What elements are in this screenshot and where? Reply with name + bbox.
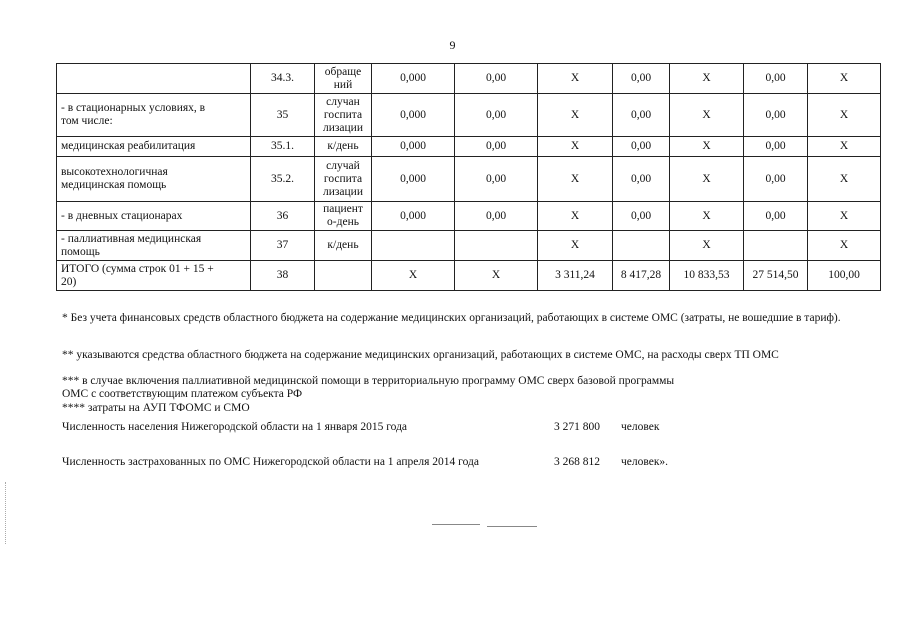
cell: X (538, 157, 613, 202)
row-number: 36 (251, 202, 315, 231)
row-unit: случай госпита лизации (315, 157, 372, 202)
cell: 0,000 (372, 64, 455, 94)
cell: 0,00 (613, 64, 670, 94)
cell: 0,000 (372, 94, 455, 137)
cell: X (808, 202, 881, 231)
cell: 0,000 (372, 202, 455, 231)
cell: 0,00 (744, 64, 808, 94)
cell: 0,00 (613, 94, 670, 137)
table-row (57, 64, 881, 94)
cell: 100,00 (808, 261, 881, 291)
cell: X (538, 231, 613, 261)
cell: 0,000 (372, 157, 455, 202)
row-unit: к/день (315, 231, 372, 261)
population-value: 3 271 800 (554, 421, 600, 433)
cell: 0,00 (455, 137, 538, 157)
cell: 0,00 (455, 202, 538, 231)
cell: X (670, 231, 744, 261)
footnote-1: * Без учета финансовых средств областного бюджета на содержание медицинских организаций, работающих в системе ОМС (затраты, не вошедшие в тариф). (62, 312, 841, 324)
cell: X (808, 94, 881, 137)
population-unit: человек (621, 421, 660, 433)
table-row (57, 202, 881, 231)
row-unit: пациент о-день (315, 202, 372, 231)
insured-label: Численность застрахованных по ОМС Нижегородской области на 1 апреля 2014 года (62, 456, 479, 468)
cell: X (670, 64, 744, 94)
table-row-total (57, 261, 881, 291)
insured-value: 3 268 812 (554, 456, 600, 468)
row-name: - в дневных стационарах (57, 202, 251, 231)
scan-artifact (487, 526, 537, 527)
cell: X (455, 261, 538, 291)
footnote-3: *** в случае включения паллиативной медицинской помощи в территориальную программу ОМС сверх базовой программы ОМС с соответствующим платежом субъекта РФ (62, 375, 675, 400)
row-unit (315, 261, 372, 291)
cell: X (808, 231, 881, 261)
row-number: 35 (251, 94, 315, 137)
cell: X (670, 157, 744, 202)
cell: X (808, 157, 881, 202)
margin-artifact (5, 482, 6, 544)
cell (455, 231, 538, 261)
row-number: 37 (251, 231, 315, 261)
row-unit: обраще ний (315, 64, 372, 94)
footnote-2: ** указываются средства областного бюджета на содержание медицинских организаций, работающих в системе ОМС, на расходы сверх ТП ОМС (62, 349, 779, 361)
cell: X (808, 137, 881, 157)
table-row (57, 137, 881, 157)
row-name: высокотехнологичная медицинская помощь (57, 157, 251, 202)
cell: 0,00 (455, 64, 538, 94)
population-label: Численность населения Нижегородской области на 1 января 2015 года (62, 421, 408, 433)
cell: X (538, 94, 613, 137)
cell: X (538, 202, 613, 231)
row-unit: случан госпита лизации (315, 94, 372, 137)
cell: 0,00 (613, 137, 670, 157)
row-name: - паллиативная медицинская помощь (57, 231, 251, 261)
cell: X (538, 64, 613, 94)
cell: X (538, 137, 613, 157)
cell: 27 514,50 (744, 261, 808, 291)
page-number: 9 (449, 38, 456, 52)
footnote-4: **** затраты на АУП ТФОМС и СМО (62, 402, 250, 414)
row-number: 35.1. (251, 137, 315, 157)
cell: 3 311,24 (538, 261, 613, 291)
cell: 8 417,28 (613, 261, 670, 291)
cell: X (372, 261, 455, 291)
cell: 0,000 (372, 137, 455, 157)
cell: 10 833,53 (670, 261, 744, 291)
row-unit: к/день (315, 137, 372, 157)
cell: X (808, 64, 881, 94)
row-name: ИТОГО (сумма строк 01 + 15 + 20) (57, 261, 251, 291)
cell: 0,00 (613, 157, 670, 202)
table-row (57, 157, 881, 202)
cell: 0,00 (744, 94, 808, 137)
row-number: 38 (251, 261, 315, 291)
table-row (57, 94, 881, 137)
table-row (57, 231, 881, 261)
row-name: - в стационарных условиях, в том числе: (57, 94, 251, 137)
cell: X (670, 202, 744, 231)
row-name (57, 64, 251, 94)
row-number: 35.2. (251, 157, 315, 202)
cell: 0,00 (744, 157, 808, 202)
row-number: 34.3. (251, 64, 315, 94)
scan-artifact (432, 524, 480, 525)
cell: 0,00 (613, 202, 670, 231)
insured-unit: человек». (621, 456, 669, 468)
expenses-table (56, 63, 881, 291)
cell: X (670, 137, 744, 157)
cell (613, 231, 670, 261)
cell (372, 231, 455, 261)
cell (744, 231, 808, 261)
cell: 0,00 (455, 157, 538, 202)
row-name: медицинская реабилитация (57, 137, 251, 157)
cell: 0,00 (744, 202, 808, 231)
cell: X (670, 94, 744, 137)
cell: 0,00 (455, 94, 538, 137)
cell: 0,00 (744, 137, 808, 157)
